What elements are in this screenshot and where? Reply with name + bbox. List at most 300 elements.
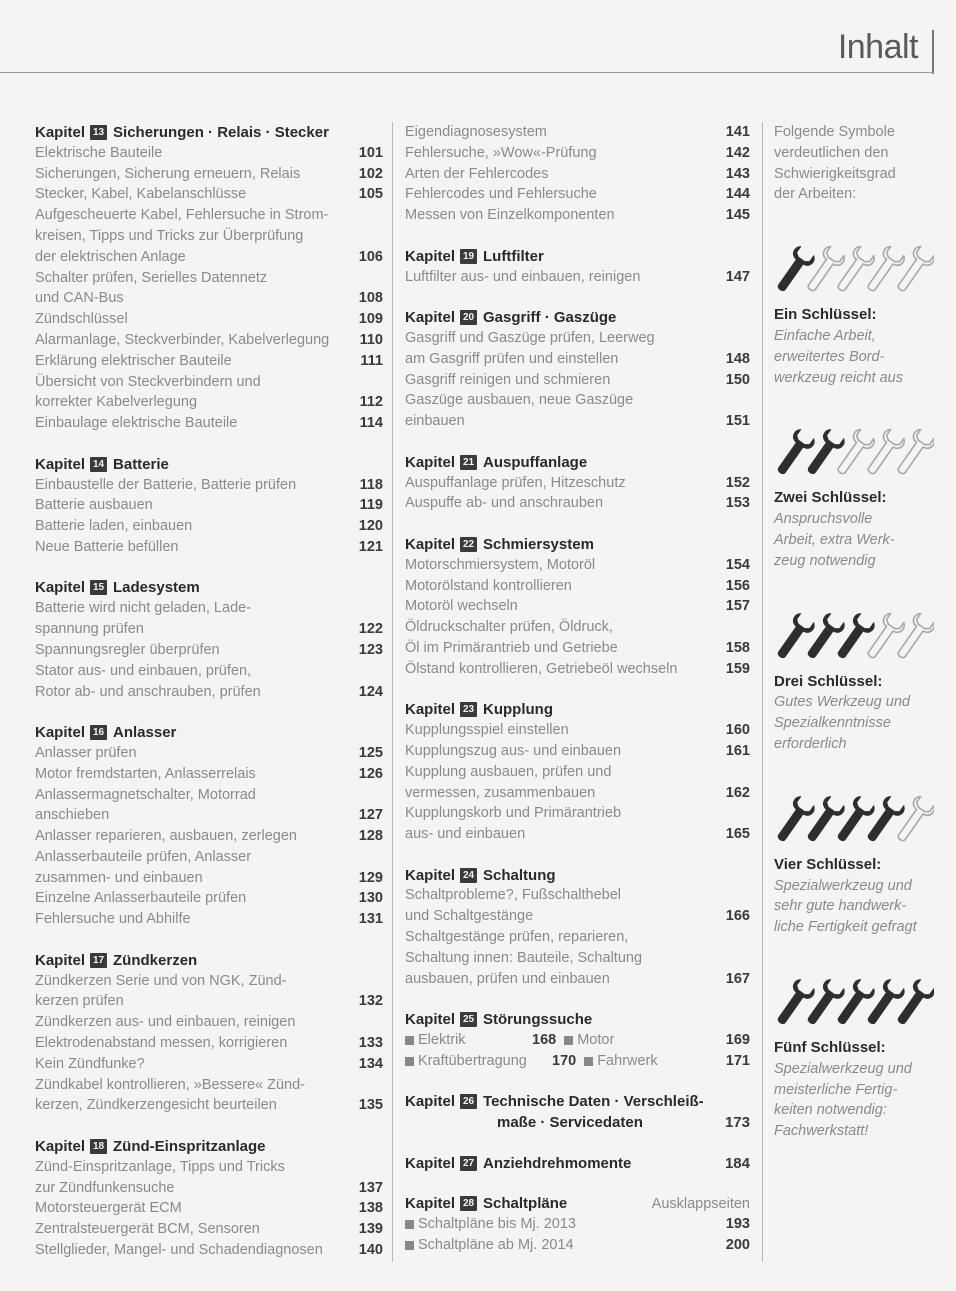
toc-entry-text: Motorölstand kontrollieren <box>405 577 572 594</box>
toc-entry[interactable] <box>405 885 750 927</box>
toc-entry[interactable] <box>405 617 750 659</box>
chapter-number-badge: 23 <box>460 702 477 717</box>
toc-entry-text: Batterie laden, einbauen <box>35 518 193 535</box>
chapter-title: Schmiersystem <box>483 535 594 553</box>
toc-entry-page: 110 <box>359 331 383 348</box>
bullet-square-icon <box>405 1220 414 1229</box>
toc-entry-page: 193 <box>725 1216 750 1233</box>
chapter-title: Anziehdrehmomente <box>483 1154 632 1172</box>
toc-entry[interactable] <box>35 909 383 930</box>
chapter-heading <box>405 1091 750 1112</box>
toc-entry-page: 134 <box>358 1055 383 1072</box>
kapitel-word: Kapitel <box>35 951 86 969</box>
toc-entry-page: 160 <box>725 722 750 739</box>
toc-entry-page: 145 <box>725 207 750 224</box>
header-rule <box>0 72 934 73</box>
toc-entry[interactable] <box>405 927 750 989</box>
difficulty-level <box>774 608 939 755</box>
chapter-page: 184 <box>724 1154 750 1172</box>
toc-entry-page: 101 <box>358 144 383 161</box>
toc-entry-text: Batterie ausbauen <box>35 497 153 514</box>
toc-entry-row[interactable] <box>405 1030 750 1051</box>
toc-entry[interactable] <box>35 826 383 847</box>
toc-entry-text: Motoröl wechseln <box>405 598 518 615</box>
toc-entry-page: 122 <box>358 621 383 638</box>
difficulty-label: Drei Schlüssel: <box>774 672 883 690</box>
chapter-title: Ladesystem <box>113 579 200 597</box>
difficulty-label: Vier Schlüssel: <box>774 855 882 873</box>
toc-entry-page: 102 <box>358 165 383 182</box>
toc-entry-page: 137 <box>358 1179 383 1196</box>
wrench-row <box>774 974 939 1034</box>
toc-entry-text: Anlasser reparieren, ausbauen, zerlegen <box>35 828 297 845</box>
toc-entry-text: Übersicht von Steckverbindern und korrekter Kabelverlegung <box>35 373 261 411</box>
toc-entry[interactable] <box>405 720 750 741</box>
toc-entry-page: 120 <box>358 518 383 535</box>
toc-entry-page: 157 <box>725 598 750 615</box>
toc-entry-page: 154 <box>725 556 750 573</box>
toc-entry[interactable] <box>35 205 383 267</box>
chapter-25[interactable] <box>405 1009 750 1071</box>
toc-entry[interactable] <box>35 661 383 703</box>
chapter-title: Kupplung <box>483 701 553 719</box>
kapitel-word: Kapitel <box>405 535 456 553</box>
toc-entry[interactable] <box>35 1198 383 1219</box>
chapter-heading <box>405 1193 750 1214</box>
kapitel-word: Kapitel <box>405 1195 456 1213</box>
toc-entry-page: 127 <box>358 807 383 824</box>
toc-entry-text: Elektrik <box>418 1032 466 1049</box>
toc-entry-text: Kupplungszug aus- und einbauen <box>405 742 622 759</box>
wrench-filled-icon <box>774 245 816 296</box>
kapitel-word: Kapitel <box>405 1093 456 1111</box>
toc-entry-text: Elektrische Bauteile <box>35 144 163 161</box>
toc-entry-page: 141 <box>725 124 750 140</box>
chapter-heading <box>35 722 383 743</box>
toc-entry-text: Fehlercodes und Fehlersuche <box>405 186 597 203</box>
toc-entry-text: Auspuffe ab- und anschrauben <box>405 495 604 512</box>
toc-entry-text: Anlasser prüfen <box>35 744 137 761</box>
toc-entry[interactable] <box>35 372 383 414</box>
toc-entry-page: 162 <box>725 784 750 801</box>
toc-entry[interactable] <box>405 184 750 205</box>
kapitel-word: Kapitel <box>405 1154 456 1172</box>
toc-entry-page: 112 <box>359 394 383 411</box>
toc-entry-page: 167 <box>725 970 750 987</box>
toc-entry[interactable] <box>35 971 383 1013</box>
toc-entry-text: Motorsteuergerät ECM <box>35 1200 182 1217</box>
toc-entry[interactable] <box>35 785 383 827</box>
toc-entry[interactable] <box>405 267 750 288</box>
toc-entry-page: 119 <box>359 497 383 514</box>
toc-entry-text: Öldruckschalter prüfen, Öldruck, Öl im Primärantrieb und Getriebe <box>405 619 618 656</box>
toc-entry[interactable] <box>35 1240 383 1261</box>
toc-entry[interactable] <box>35 184 383 205</box>
chapter-number-badge: 18 <box>90 1139 107 1154</box>
toc-entry[interactable] <box>35 1219 383 1240</box>
bullet-square-icon <box>405 1241 414 1250</box>
toc-entry-page: 165 <box>725 826 750 843</box>
chapter-heading <box>35 454 383 475</box>
wrench-outline-icon <box>891 611 934 662</box>
toc-entry-text: Eigendiagnosesystem <box>405 124 547 140</box>
toc-entry[interactable] <box>405 659 750 680</box>
toc-entry[interactable] <box>405 741 750 762</box>
toc-entry[interactable] <box>35 475 383 496</box>
difficulty-label: Ein Schlüssel: <box>774 306 877 324</box>
toc-entry-text: Stator aus- und einbauen, prüfen, Rotor ab- und anschrauben, prüfen <box>35 662 261 700</box>
bullet-square-icon <box>564 1036 573 1045</box>
toc-entry[interactable] <box>405 205 750 226</box>
toc-entry[interactable] <box>35 1075 383 1117</box>
bullet-square-icon <box>584 1057 593 1066</box>
chapter-number-badge: 22 <box>460 537 477 552</box>
toc-entry-text: Neue Batterie befüllen <box>35 538 179 555</box>
toc-entry-text: Kraftübertragung <box>418 1052 527 1069</box>
toc-column-1 <box>35 122 383 1281</box>
chapter-heading <box>35 1136 383 1157</box>
wrench-rating-icons <box>774 791 934 849</box>
toc-entry-page: 142 <box>725 144 750 161</box>
toc-entry-text: Motor fremdstarten, Anlasserrelais <box>35 765 256 782</box>
chapter-21[interactable] <box>405 452 750 514</box>
toc-entry-page: 125 <box>358 744 383 761</box>
difficulty-level <box>774 241 939 388</box>
toc-entry[interactable] <box>405 762 750 804</box>
chapter-26[interactable] <box>405 1091 750 1133</box>
chapter-title: Schaltung <box>483 866 556 884</box>
wrench-outline-icon <box>891 245 934 296</box>
toc-entry-page: 126 <box>358 765 383 782</box>
difficulty-description: Spezialwerkzeug und meisterliche Fertig- keiten notwendig: Fachwerkstatt! <box>774 1060 912 1140</box>
toc-entry-text: Schaltpläne bis Mj. 2013 <box>418 1216 576 1233</box>
toc-entry-page: 131 <box>358 911 383 928</box>
wrench-row <box>774 608 939 668</box>
toc-entry-page: 121 <box>358 538 383 555</box>
toc-entry-page: 150 <box>725 371 750 388</box>
chapter-heading <box>35 578 383 599</box>
difficulty-legend <box>774 122 939 1142</box>
toc-entry[interactable] <box>35 164 383 185</box>
toc-entry[interactable] <box>405 370 750 391</box>
toc-entry[interactable] <box>35 413 383 434</box>
column-divider <box>762 122 763 1262</box>
kapitel-word: Kapitel <box>405 701 456 719</box>
toc-entry[interactable] <box>405 143 750 164</box>
chapter-title: Störungssuche <box>483 1011 593 1029</box>
chapter-title: Batterie <box>113 455 169 473</box>
chapter-13[interactable] <box>35 122 383 434</box>
toc-entry-text: Motorschmiersystem, Motoröl <box>405 556 596 573</box>
kapitel-word: Kapitel <box>35 1137 86 1155</box>
chapter-number-badge: 26 <box>460 1094 477 1109</box>
toc-entry-text: Kein Zündfunke? <box>35 1055 145 1072</box>
toc-entry-page: 105 <box>358 186 383 203</box>
toc-entry[interactable] <box>35 743 383 764</box>
toc-entry[interactable] <box>35 537 383 558</box>
chapter-heading <box>405 534 750 555</box>
chapter-heading <box>405 307 750 328</box>
toc-entry[interactable] <box>405 555 750 576</box>
toc-entry-page: 159 <box>725 660 750 677</box>
chapter-number-badge: 16 <box>90 725 107 740</box>
chapter-28[interactable] <box>405 1193 750 1255</box>
toc-entry-text: Anlassermagnetschalter, Motorrad anschieben <box>35 786 256 824</box>
chapter-14[interactable] <box>35 454 383 558</box>
toc-entry-page: 114 <box>359 415 383 432</box>
toc-entry-page: 133 <box>358 1035 383 1052</box>
toc-entry[interactable] <box>35 598 383 640</box>
toc-entry-page: 153 <box>725 495 750 512</box>
toc-entry-page: 144 <box>725 186 750 203</box>
toc-entry-page: 171 <box>725 1052 750 1069</box>
toc-entry-page: 166 <box>725 908 750 925</box>
toc-entry-text: Erklärung elektrischer Bauteile <box>35 352 232 369</box>
toc-entry-page: 108 <box>358 290 383 307</box>
toc-entry-text: Kupplungskorb und Primärantrieb aus- und einbauen <box>405 805 622 843</box>
toc-entry-text: Zündkerzen Serie und von NGK, Zünd- kerzen prüfen <box>35 972 287 1010</box>
toc-entry-page: 143 <box>725 165 750 182</box>
toc-entry-row[interactable] <box>405 1214 750 1235</box>
wrench-rating-icons <box>774 608 934 666</box>
kapitel-word: Kapitel <box>405 866 456 884</box>
chapter-number-badge: 20 <box>460 310 477 325</box>
toc-entry[interactable] <box>405 493 750 514</box>
toc-entry-text: Zündkabel kontrollieren, »Bessere« Zünd- kerzen, Zündkerzengesicht beurteilen <box>35 1076 306 1114</box>
chapter-page: 173 <box>724 1114 750 1132</box>
chapter-22[interactable] <box>405 534 750 680</box>
chapter-title: Zündkerzen <box>113 951 198 969</box>
wrench-outline-icon <box>891 795 934 846</box>
toc-entry[interactable] <box>35 1012 383 1054</box>
toc-entry[interactable] <box>35 888 383 909</box>
chapter-number-badge: 25 <box>460 1012 477 1027</box>
wrench-rating-icons <box>774 424 934 482</box>
wrench-row <box>774 791 939 851</box>
kapitel-word: Kapitel <box>35 123 86 141</box>
toc-column-2 <box>405 122 750 1276</box>
kapitel-word: Kapitel <box>405 309 456 327</box>
toc-entry-row[interactable] <box>405 1051 750 1072</box>
chapter-heading <box>35 950 383 971</box>
kapitel-word: Kapitel <box>35 455 86 473</box>
toc-entry-text: Kupplung ausbauen, prüfen und vermessen, zusammenbauen <box>405 763 612 801</box>
toc-entry-text: Schaltprobleme?, Fußschalthebel und Schaltgestänge <box>405 887 622 925</box>
toc-entry-page: 151 <box>725 413 750 430</box>
wrench-rating-icons <box>774 974 934 1032</box>
legend-intro: Folgende Symbole verdeutlichen den Schwierigkeitsgrad der Arbeiten: <box>774 124 896 203</box>
bullet-square-icon <box>405 1036 414 1045</box>
toc-entry-page: 124 <box>358 683 383 700</box>
chapter-number-badge: 21 <box>460 455 477 470</box>
toc-entry-text: Zentralsteuergerät BCM, Sensoren <box>35 1221 260 1238</box>
chapter-19[interactable] <box>405 246 750 288</box>
toc-entry-text: Zünd-Einspritzanlage, Tipps und Tricks zur Zündfunkensuche <box>35 1158 285 1196</box>
toc-entry-page: 169 <box>725 1032 750 1049</box>
toc-entry-text: Zündkerzen aus- und einbauen, reinigen Elektrodenabstand messen, korrigieren <box>35 1014 296 1052</box>
toc-entry-page: 158 <box>725 639 750 656</box>
chapter-number-badge: 15 <box>90 580 107 595</box>
toc-entry[interactable] <box>405 576 750 597</box>
toc-entry-page: 148 <box>725 350 750 367</box>
toc-entry-text: Stecker, Kabel, Kabelanschlüsse <box>35 186 247 203</box>
toc-entry-text: Arten der Fehlercodes <box>405 165 549 182</box>
toc-entry-text: Schaltgestänge prüfen, reparieren, Schaltung innen: Bauteile, Schaltung ausbauen, prüfen und einbauen <box>405 929 643 987</box>
toc-entry-page: 118 <box>359 476 383 493</box>
toc-entry-page: 152 <box>725 474 750 491</box>
toc-entry-page: 156 <box>725 577 750 594</box>
toc-entry-text: Fehlersuche und Abhilfe <box>35 911 191 928</box>
title-accent-bar <box>932 30 934 74</box>
chapter-number-badge: 28 <box>460 1196 477 1211</box>
toc-entry[interactable] <box>35 330 383 351</box>
toc-entry-page: 123 <box>358 641 383 658</box>
toc-entry-page: 111 <box>360 352 383 369</box>
kapitel-word: Kapitel <box>405 453 456 471</box>
difficulty-description: Spezialwerkzeug und sehr gute handwerk- liche Fertigkeit gefragt <box>774 877 917 936</box>
chapter-title: Luftfilter <box>483 247 544 265</box>
chapter-number-badge: 17 <box>90 953 107 968</box>
toc-entry-text: Luftfilter aus- und einbauen, reinigen <box>405 268 641 285</box>
chapter-number-badge: 14 <box>90 457 107 472</box>
column-divider <box>392 122 393 1262</box>
toc-entry[interactable] <box>405 122 750 143</box>
toc-entry[interactable] <box>405 328 750 370</box>
chapter-heading-line2 <box>405 1112 750 1133</box>
chapter-23[interactable] <box>405 699 750 845</box>
toc-entry-page: 106 <box>358 248 383 265</box>
difficulty-level <box>774 424 939 571</box>
toc-entry-text: Gaszüge ausbauen, neue Gaszüge einbauen <box>405 392 634 430</box>
chapter-heading <box>405 1153 750 1174</box>
toc-entry[interactable] <box>405 473 750 494</box>
kapitel-word: Kapitel <box>35 579 86 597</box>
chapter-16[interactable] <box>35 722 383 930</box>
difficulty-description: Gutes Werkzeug und Spezialkenntnisse erforderlich <box>774 694 910 752</box>
chapter-heading <box>405 865 750 886</box>
toc-entry-text: Motor <box>577 1032 615 1049</box>
toc-entry-text: Einzelne Anlasserbauteile prüfen <box>35 890 247 907</box>
wrench-row <box>774 424 939 484</box>
chapter-heading <box>405 246 750 267</box>
foldout-note: Ausklappseiten <box>651 1195 750 1212</box>
toc-entry[interactable] <box>35 143 383 164</box>
chapter-title: Gasgriff · Gaszüge <box>483 309 617 327</box>
toc-entry-page: 161 <box>725 742 750 759</box>
toc-entry-text: Zündschlüssel <box>35 311 128 328</box>
toc-entry[interactable] <box>35 847 383 889</box>
chapter-title: Technische Daten · Verschleiß- <box>483 1093 704 1111</box>
toc-entry-text: Schaltpläne ab Mj. 2014 <box>418 1237 574 1254</box>
chapter-24[interactable] <box>405 865 750 990</box>
toc-entry-page: 130 <box>358 890 383 907</box>
toc-entry-page: 138 <box>358 1200 383 1217</box>
toc-entry-text: Auspuffanlage prüfen, Hitzeschutz <box>405 474 626 491</box>
chapter-heading <box>405 699 750 720</box>
toc-entry-page: 140 <box>358 1242 383 1259</box>
toc-entry-text: Gasgriff reinigen und schmieren <box>405 371 611 388</box>
wrench-outline-icon <box>891 428 934 479</box>
toc-entry-page: 170 <box>552 1052 577 1069</box>
toc-entry-text: Anlasserbauteile prüfen, Anlasser zusammen- und einbauen <box>35 848 252 886</box>
toc-entry[interactable] <box>405 596 750 617</box>
chapter-17[interactable] <box>35 950 383 1116</box>
chapter-title: Schaltpläne <box>483 1195 568 1213</box>
toc-entry-text: Kupplungsspiel einstellen <box>405 722 569 739</box>
toc-entry[interactable] <box>35 764 383 785</box>
toc-entry-page: 200 <box>725 1237 750 1254</box>
kapitel-word: Kapitel <box>405 247 456 265</box>
toc-entry[interactable] <box>405 164 750 185</box>
chapter-27[interactable] <box>405 1153 750 1174</box>
toc-entry[interactable] <box>405 803 750 845</box>
toc-entry-text: Einbaustelle der Batterie, Batterie prüfen <box>35 476 297 493</box>
chapter-number-badge: 24 <box>460 868 477 883</box>
chapter-continuation <box>405 122 750 226</box>
wrench-rating-icons <box>774 241 934 299</box>
chapter-18[interactable] <box>35 1136 383 1261</box>
toc-entry-text: Batterie wird nicht geladen, Lade- spannung prüfen <box>35 600 252 638</box>
toc-entry[interactable] <box>35 640 383 661</box>
toc-entry-text: Alarmanlage, Steckverbinder, Kabelverlegung <box>35 331 330 348</box>
toc-entry[interactable] <box>35 268 383 310</box>
page-title: Inhalt <box>837 28 918 66</box>
toc-entry-text: Aufgescheuerte Kabel, Fehlersuche in Strom- kreisen, Tipps und Tricks zur Überprüfung der elektrischen Anlage <box>35 207 329 265</box>
toc-entry-page: 109 <box>358 311 383 328</box>
toc-entry-text: Gasgriff und Gaszüge prüfen, Leerweg am Gasgriff prüfen und einstellen <box>405 329 655 367</box>
chapter-15[interactable] <box>35 578 383 703</box>
chapter-number-badge: 19 <box>460 249 477 264</box>
toc-entry-page: 128 <box>358 828 383 845</box>
toc-entry-page: 139 <box>358 1221 383 1238</box>
toc-entry[interactable] <box>35 1054 383 1075</box>
toc-entry-text: Spannungsregler überprüfen <box>35 641 220 658</box>
toc-entry-text: Einbaulage elektrische Bauteile <box>35 415 238 432</box>
difficulty-level <box>774 791 939 938</box>
chapter-20[interactable] <box>405 307 750 432</box>
wrench-row <box>774 241 939 301</box>
chapter-title: Sicherungen · Relais · Stecker <box>113 123 329 141</box>
toc-entry[interactable] <box>35 309 383 330</box>
toc-entry-text: Fehlersuche, »Wow«-Prüfung <box>405 144 597 161</box>
toc-entry-text: Ölstand kontrollieren, Getriebeöl wechseln <box>405 660 678 677</box>
toc-entry-text: Messen von Einzelkomponenten <box>405 207 615 224</box>
difficulty-label: Zwei Schlüssel: <box>774 489 887 507</box>
chapter-title: Auspuffanlage <box>483 453 588 471</box>
chapter-title: maße · Servicedaten <box>497 1114 643 1132</box>
toc-entry-page: 132 <box>358 993 383 1010</box>
difficulty-description: Anspruchsvolle Arbeit, extra Werk- zeug notwendig <box>774 511 895 569</box>
chapter-number-badge: 13 <box>90 125 107 140</box>
chapter-title: Anlasser <box>113 724 177 741</box>
difficulty-label: Fünf Schlüssel: <box>774 1038 886 1056</box>
chapter-heading <box>35 122 383 143</box>
toc-entry-text: Stellglieder, Mangel- und Schadendiagnosen <box>35 1242 323 1259</box>
toc-entry[interactable] <box>35 351 383 372</box>
toc-entry-text: Fahrwerk <box>597 1052 658 1069</box>
difficulty-level <box>774 974 939 1142</box>
chapter-title: Zünd-Einspritzanlage <box>113 1137 266 1155</box>
toc-entry-row[interactable] <box>405 1235 750 1256</box>
toc-entry[interactable] <box>35 1157 383 1199</box>
toc-entry[interactable] <box>405 390 750 432</box>
toc-entry-text: Schalter prüfen, Serielles Datennetz und CAN-Bus <box>35 269 268 307</box>
toc-entry[interactable] <box>35 516 383 537</box>
bullet-square-icon <box>405 1057 414 1066</box>
toc-entry-text: Sicherungen, Sicherung erneuern, Relais <box>35 165 301 182</box>
chapter-heading <box>405 452 750 473</box>
toc-entry[interactable] <box>35 495 383 516</box>
